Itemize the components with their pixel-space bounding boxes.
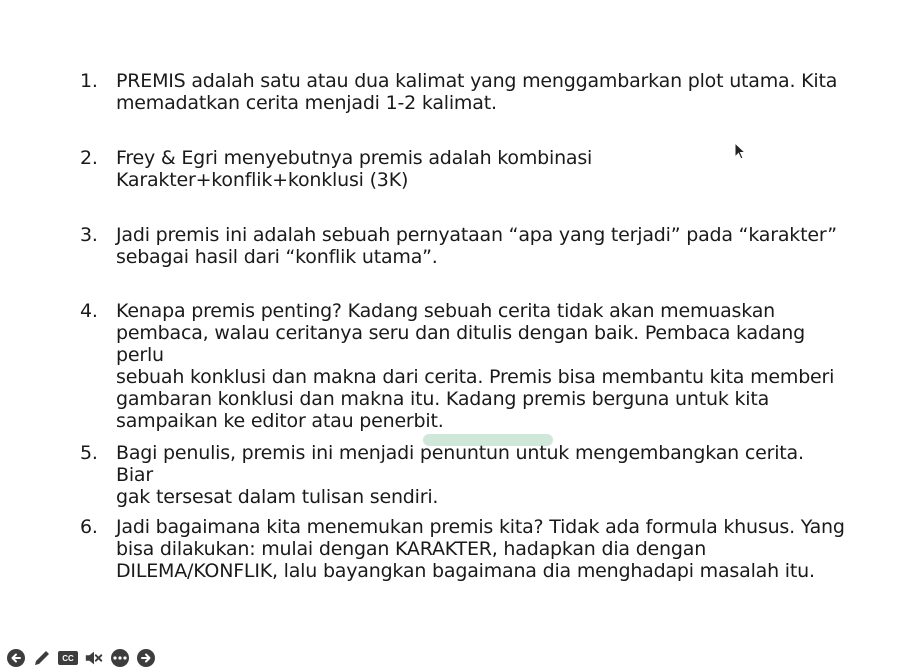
item-line: PREMIS adalah satu atau dua kalimat yang menggambarkan plot utama. Kita [116, 70, 838, 92]
item-number: 6. [80, 516, 98, 538]
item-line: bisa dilakukan: mulai dengan KARAKTER, hadapkan dia dengan [116, 538, 707, 560]
item-line: Frey & Egri menyebutnya premis adalah kombinasi [116, 147, 593, 169]
item-line: gak tersesat dalam tulisan sendiri. [116, 486, 439, 508]
item-line: Jadi premis ini adalah sebuah pernyataan “apa yang terjadi” pada “karakter” [116, 224, 837, 246]
item-line: DILEMA/KONFLIK, lalu bayangkan bagaimana dia menghadapi masalah itu. [116, 560, 815, 582]
item-line: Jadi bagaimana kita menemukan premis kita? Tidak ada formula khusus. Yang [116, 516, 845, 538]
next-slide-button[interactable] [136, 648, 156, 668]
mute-icon [84, 649, 104, 667]
item-line: Karakter+konflik+konklusi (3K) [116, 169, 409, 191]
item-text [116, 300, 846, 432]
more-icon [111, 649, 129, 667]
presenter-toolbar [6, 648, 156, 668]
previous-slide-button[interactable] [6, 648, 26, 668]
item-line: sebuah konklusi dan makna dari cerita. Premis bisa membantu kita memberi [116, 366, 835, 388]
pen-icon [32, 648, 52, 668]
item-line: sampaikan ke editor atau penerbit. [116, 410, 444, 432]
item-text [116, 70, 846, 114]
pen-tool-button[interactable] [32, 648, 52, 668]
item-number: 4. [80, 300, 98, 322]
item-line: sebagai hasil dari “konflik utama”. [116, 246, 438, 268]
more-options-button[interactable] [110, 648, 130, 668]
item-text [116, 442, 846, 508]
item-line: memadatkan cerita menjadi 1-2 kalimat. [116, 92, 497, 114]
next-icon [137, 649, 155, 667]
item-text [116, 516, 846, 582]
previous-icon [7, 649, 25, 667]
mute-button[interactable] [84, 648, 104, 668]
mouse-cursor-icon [734, 142, 748, 162]
item-number: 5. [80, 442, 98, 464]
closed-captions-icon: CC [58, 651, 78, 665]
item-text [116, 224, 846, 268]
item-number: 2. [80, 147, 98, 169]
item-line: Kenapa premis penting? Kadang sebuah cerita tidak akan memuaskan [116, 300, 775, 322]
item-line: gambaran konklusi dan makna itu. Kadang premis berguna untuk kita [116, 388, 770, 410]
item-line: pembaca, walau ceritanya seru dan ditulis dengan baik. Pembaca kadang perlu [116, 322, 805, 366]
captions-button[interactable] [58, 648, 78, 668]
item-line: Bagi penulis, premis ini menjadi penuntun untuk mengembangkan cerita. Biar [116, 442, 804, 486]
item-number: 3. [80, 224, 98, 246]
item-number: 1. [80, 70, 98, 92]
